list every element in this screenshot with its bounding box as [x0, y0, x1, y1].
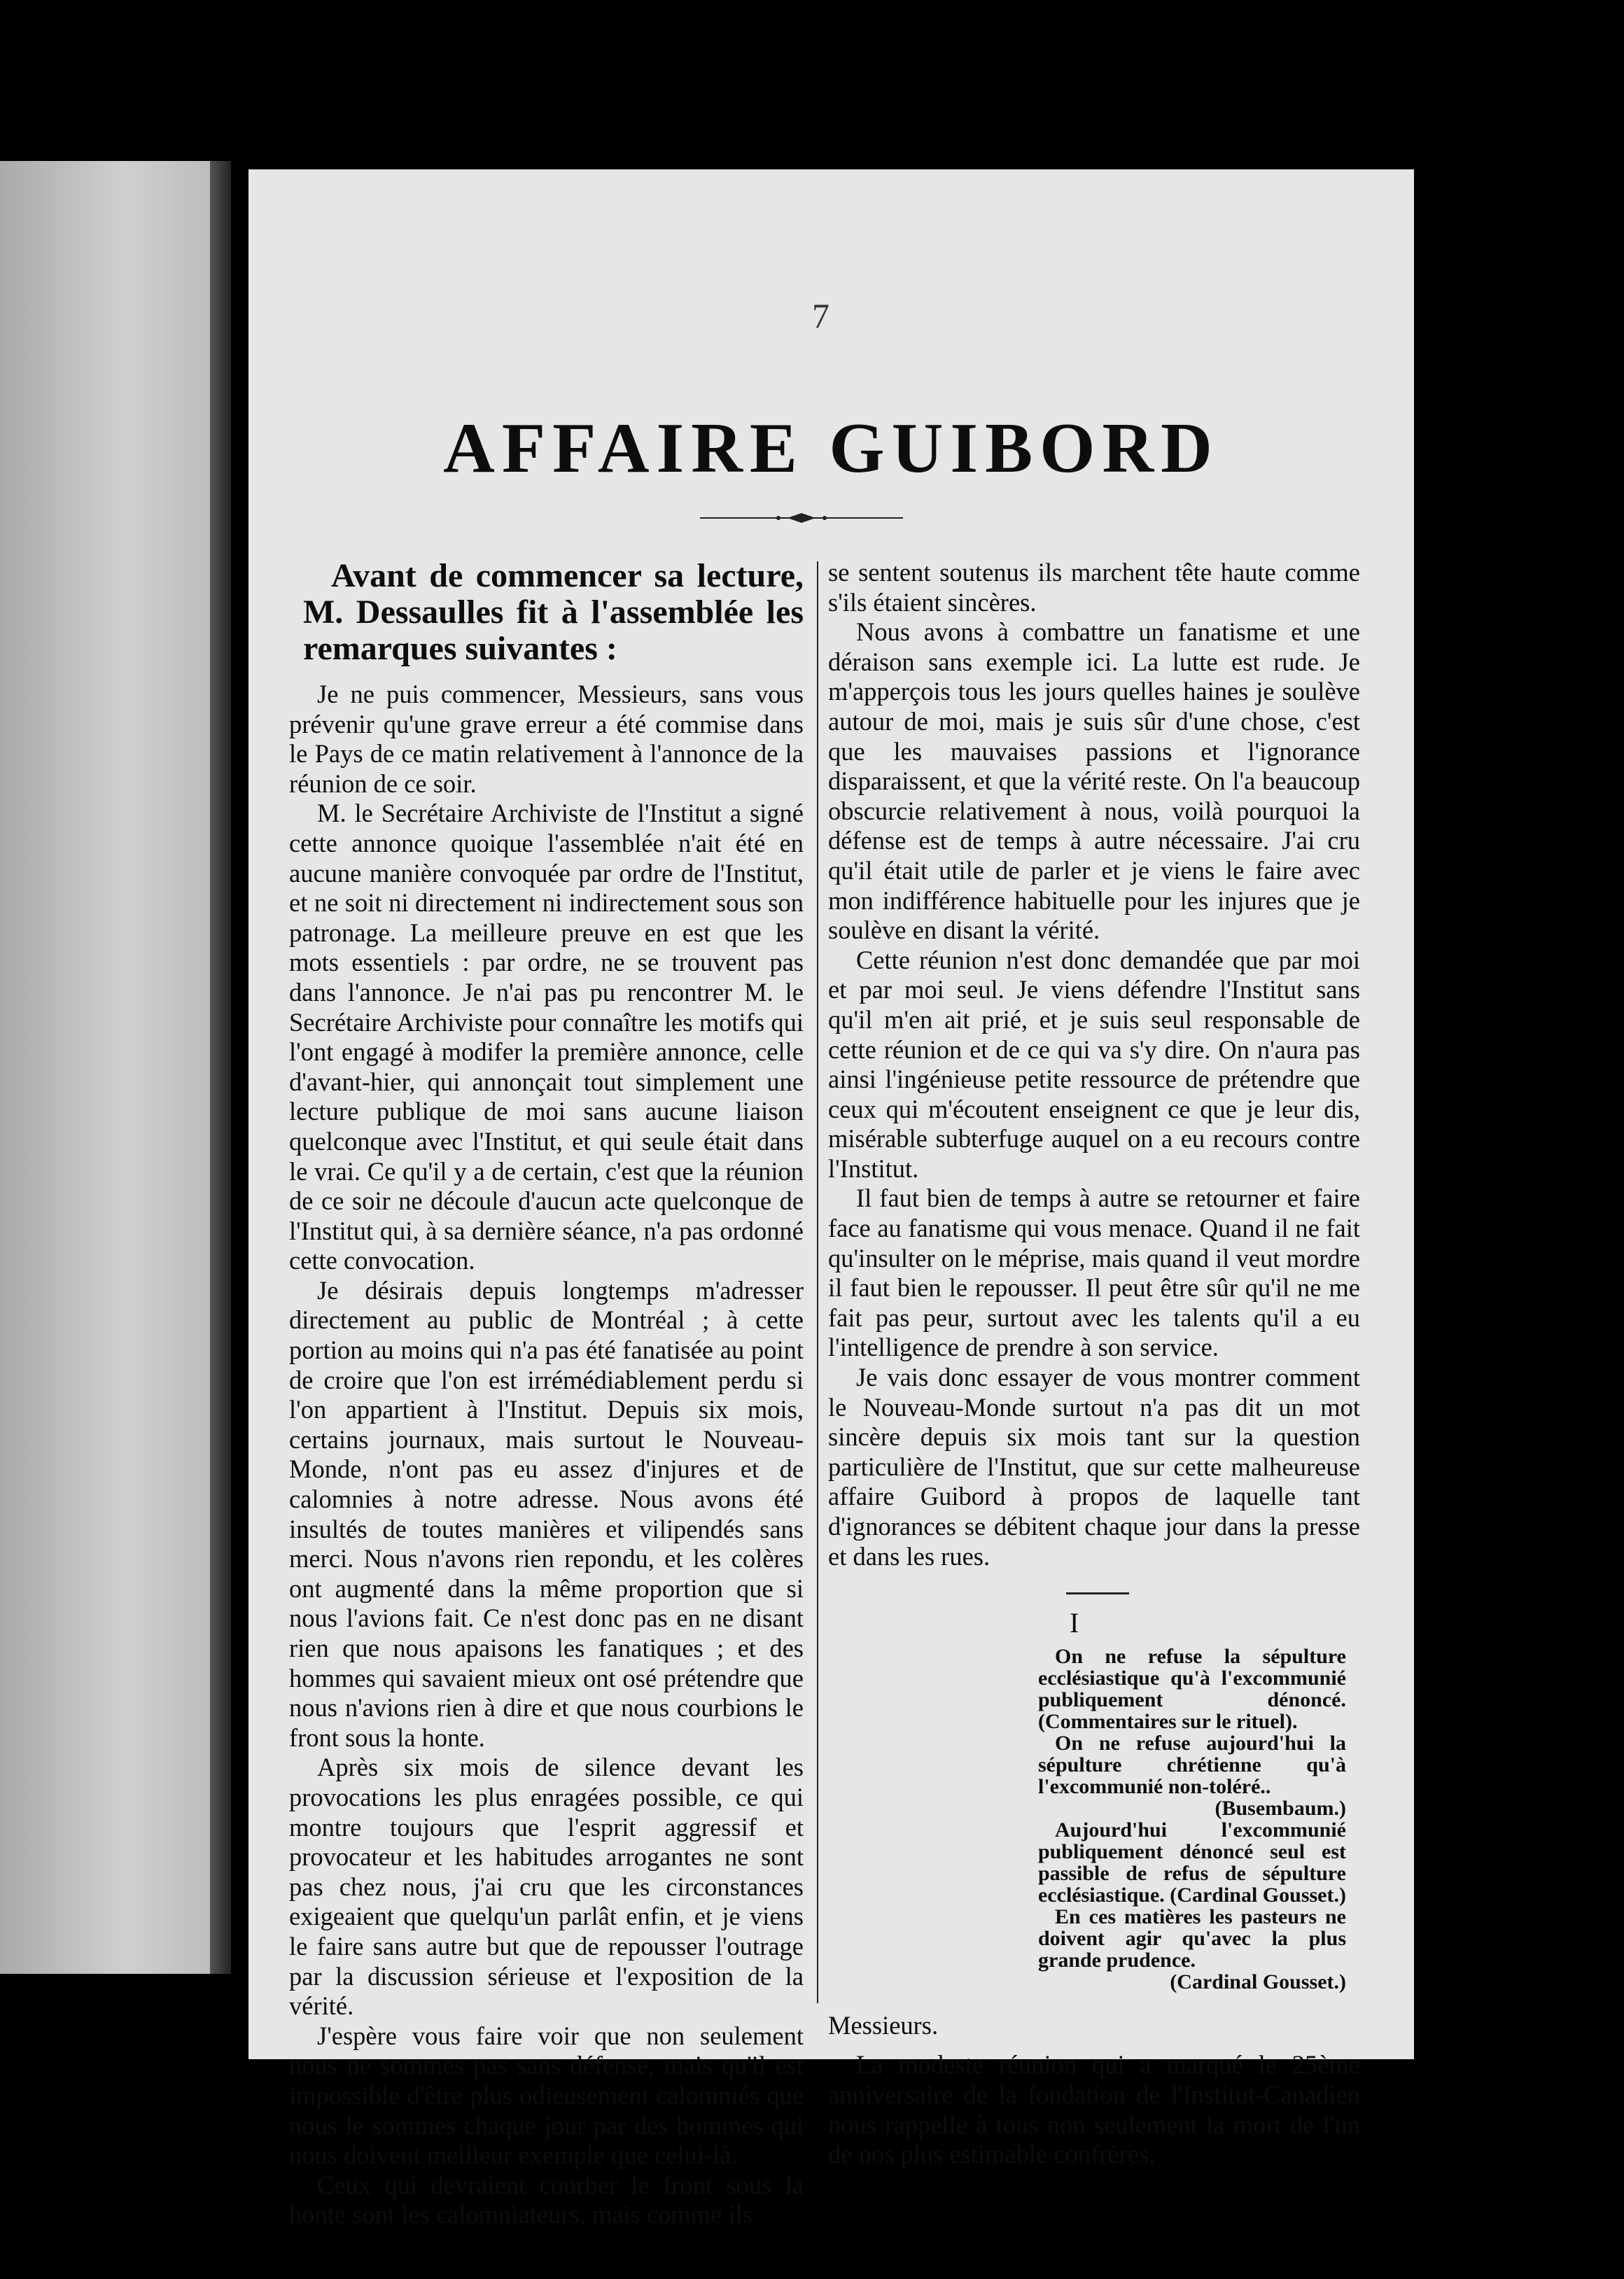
epigraph-quote: En ces matières les pasteurs ne doivent agir qu'avec la plus grande prudence. — [1038, 1905, 1346, 1972]
facing-page-surface — [0, 161, 210, 1974]
paragraph: J'espère vous faire voir que non seulement nous ne sommes pas sans défense, mais qu'il est impossible d'être plus odieusement calomniés que nous le sommes chaque jour par des hommes qui nous doivent meilleur exemple que celui-là. — [289, 2021, 804, 2170]
paragraph: La modeste réunion qui a marqué le 25ème anniversaire de la fondation de l'Institut-Canadien nous rappelle à tous non seulement la mort de l'un de nos plus estimable confrères, — [828, 2050, 1360, 2169]
paragraph: Après six mois de silence devant les provocations les plus enragées possible, ce qui montre toujours que l'esprit aggressif et provocateur et les habitudes arrogantes ne sont pas chez nous, j'ai cru que les circonstances exigeaient que quelqu'un parlât enfin, et je viens le faire sans autre but que de repousser l'outrage par la discussion sérieuse et l'exposition de la vérité. — [289, 1753, 804, 2021]
intro-remark: Avant de commencer sa lecture, M. Dessaulles fit à l'assemblée les remarques suivantes : — [303, 557, 804, 667]
paragraph: Nous avons à combattre un fanatisme et une déraison sans exemple ici. La lutte est rude. Je m'apperçois tous les jours quelles haines je soulève autour de moi, mais je suis sûr d'une chose, c'est que les mauvaises passions et l'ignorance disparaissent, et que la vérité reste. On l'a beaucoup obscurcie relativement à nous, voilà pourquoi la défense est de temps à autre nécessaire. J'ai cru qu'il était utile de parler et je viens le faire avec mon indifférence habituelle pour les injures que je soulève en disant la vérité. — [828, 617, 1360, 945]
epigraph-quote: Aujourd'hui l'excommunié publiquement dénoncé seul est passible de refus de sépulture ecclésiastique. (Cardinal Gousset.) — [1038, 1818, 1346, 1907]
epigraph-quote: On ne refuse aujourd'hui la sépulture chrétienne qu'à l'excommunié non-toléré.. — [1038, 1731, 1346, 1798]
paragraph: Je vais donc essayer de vous montrer comment le Nouveau-Monde surtout n'a pas dit un mot sincère depuis six mois tant sur la question particulière de l'Institut, que sur cette malheureuse affaire Guibord à propos de laquelle tant d'ignorances se débitent chaque jour dans la presse et dans les rues. — [828, 1363, 1360, 1571]
paragraph: Ceux qui devraient courber le front sous la honte sont les calomniateurs, mais comme ils — [289, 2170, 804, 2229]
epigraph-block — [1038, 1646, 1346, 1993]
page-number: 7 — [812, 296, 830, 335]
facing-page — [0, 161, 231, 1974]
document-page — [248, 169, 1414, 2229]
page-title: AFFAIRE GUIBORD — [443, 409, 1219, 488]
epigraph-quote: On ne refuse la sépulture ecclésiastique qu'à l'excommunié publiquement dénoncé. (Commentaires sur le rituel). — [1038, 1644, 1346, 1733]
ornament-divider — [700, 511, 903, 525]
column-rule — [817, 561, 818, 2003]
section-number: I — [1070, 1607, 1079, 1639]
salutation: Messieurs. — [828, 2010, 939, 2040]
section-rule — [1066, 1592, 1129, 1594]
paragraph: Je désirais depuis longtemps m'adresser directement au public de Montréal ; à cette portion au moins qui n'a pas été fanatisée au point de croire que l'on est irrémédiablement perdu si l'on appartient à l'Institut. Depuis six mois, certains journaux, mais surtout le Nouveau-Monde, n'ont pas eu assez d'injures et de calomnies à notre adresse. Nous avons été insultés de toutes manières et vilipendés sans merci. Nous n'avons rien repondu, et les colères ont augmenté dans la même proportion que si nous l'avions fait. Ce n'est donc pas en ne disant rien que nous apaisons les fanatiques ; et des hommes qui savaient mieux ont osé prétendre que nous n'avions rien à dire et que nous courbions le front sous la honte. — [289, 1275, 804, 1752]
left-column — [289, 558, 804, 2230]
paragraph-continuation: se sentent soutenus ils marchent tête haute comme s'ils étaient sincères. — [828, 558, 1360, 617]
paragraph: Il faut bien de temps à autre se retourner et faire face au fanatisme qui vous menace. Quand il ne fait qu'insulter on le méprise, mais quand il veut mordre il faut bien le repousser. Il peut être sûr qu'il ne me fait pas peur, surtout avec les talents qu'il a eu l'intelligence de prendre à son service. — [828, 1184, 1360, 1362]
epigraph-attribution: (Busembaum.) — [1214, 1796, 1346, 1820]
book-gutter — [210, 161, 231, 1974]
paragraph: Je ne puis commencer, Messieurs, sans vous prévenir qu'une grave erreur a été commise dans le Pays de ce matin relativement à l'annonce de la réunion de ce soir. — [289, 680, 804, 798]
epigraph-attribution: (Cardinal Gousset.) — [1170, 1970, 1346, 1993]
paragraph: Cette réunion n'est donc demandée que par moi et par moi seul. Je viens défendre l'Institut sans qu'il m'en ait prié, et je suis seul responsable de cette réunion et de ce qui va s'y dire. On n'aura pas ainsi l'ingénieuse petite ressource de prétendre que ceux qui m'écoutent enseignent ce que je leur dis, misérable subterfuge auquel on a eu recours contre l'Institut. — [828, 945, 1360, 1183]
right-column — [828, 558, 1360, 2170]
paragraph: M. le Secrétaire Archiviste de l'Institut a signé cette annonce quoique l'assemblée n'ait été en aucune manière convoquée par ordre de l'Institut, et ne soit ni directement ni indirectement sous son patronage. La meilleure preuve en est que les mots essentiels : par ordre, ne se trouvent pas dans l'annonce. Je n'ai pas pu rencontrer M. le Secrétaire Archiviste pour connaître les motifs qui l'ont engagé à modifer la première annonce, celle d'avant-hier, qui annonçait tout simplement une lecture publique de moi sans aucune liaison quelconque avec l'Institut, et qui seule était dans le vrai. Ce qu'il y a de certain, c'est que la réunion de ce soir ne découle d'aucun acte quelconque de l'Institut qui, à sa dernière séance, n'a pas ordonné cette convocation. — [289, 799, 804, 1275]
